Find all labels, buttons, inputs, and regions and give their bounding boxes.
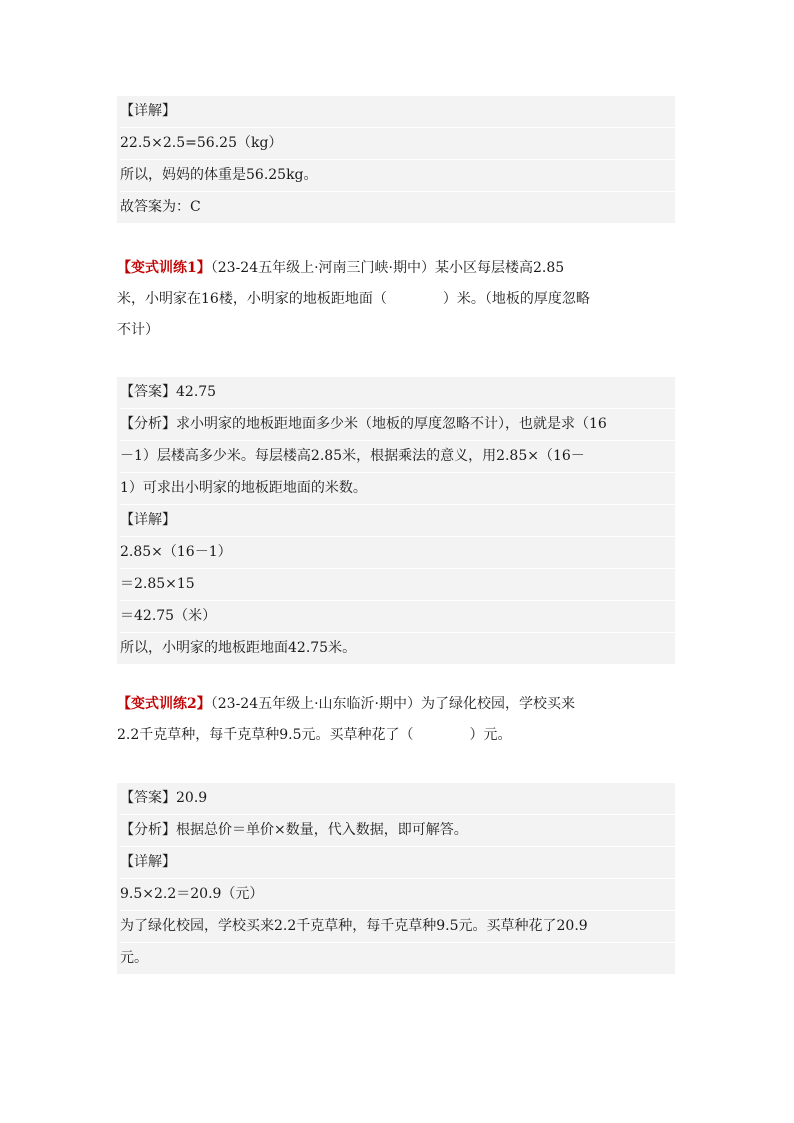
solution-line: 所以，小明家的地板距地面42.75米。 <box>120 632 675 664</box>
solution-line: 22.5×2.5=56.25（kg） <box>120 127 675 159</box>
detail-heading: 【详解】 <box>120 504 675 536</box>
solution-line: ＝42.75（米） <box>120 600 675 632</box>
analysis-line: 【分析】根据总价＝单价×数量，代入数据，即可解答。 <box>120 814 675 846</box>
question-tag: 【变式训练1】 <box>117 260 211 276</box>
question-1-line-2: 米，小明家在16楼，小明家的地板距地面（ ）米。（地板的厚度忽略 <box>117 291 590 307</box>
solution-block-2 <box>117 377 675 664</box>
question-1-line-1 <box>117 253 677 284</box>
answer-line: 【答案】42.75 <box>120 384 217 400</box>
solution-line: ＝2.85×15 <box>120 568 675 600</box>
analysis-line: 【分析】求小明家的地板距地面多少米（地板的厚度忽略不计），也就是求（16 <box>120 408 675 440</box>
solution-line: 为了绿化校园，学校买来2.2千克草种，每千克草种9.5元。买草种花了20.9 <box>120 910 675 942</box>
analysis-line: －1）层楼高多少米。每层楼高2.85米，根据乘法的意义，用2.85×（16－ <box>120 440 675 472</box>
question-text: （23-24五年级上·山东临沂·期中）为了绿化校园，学校买来 <box>210 696 576 712</box>
solution-line: 2.85×（16－1） <box>120 536 675 568</box>
detail-heading: 【详解】 <box>120 103 176 119</box>
solution-block-1 <box>117 96 675 223</box>
answer-line: 故答案为：C <box>120 191 675 223</box>
detail-heading: 【详解】 <box>120 846 675 878</box>
question-1 <box>117 253 677 346</box>
question-1-line-3: 不计） <box>117 322 159 338</box>
question-tag: 【变式训练2】 <box>117 696 211 712</box>
solution-block-3 <box>117 783 675 974</box>
solution-line: 9.5×2.2＝20.9（元） <box>120 878 675 910</box>
question-2-line-1 <box>117 689 677 720</box>
analysis-line: 1）可求出小明家的地板距地面的米数。 <box>120 472 675 504</box>
answer-line: 【答案】20.9 <box>120 790 208 806</box>
question-text: （23-24五年级上·河南三门峡·期中）某小区每层楼高2.85 <box>210 260 565 276</box>
question-2-line-2: 2.2千克草种，每千克草种9.5元。买草种花了（ ）元。 <box>117 727 512 743</box>
question-2 <box>117 689 677 751</box>
solution-line: 元。 <box>120 942 675 974</box>
solution-line: 所以，妈妈的体重是56.25kg。 <box>120 159 675 191</box>
